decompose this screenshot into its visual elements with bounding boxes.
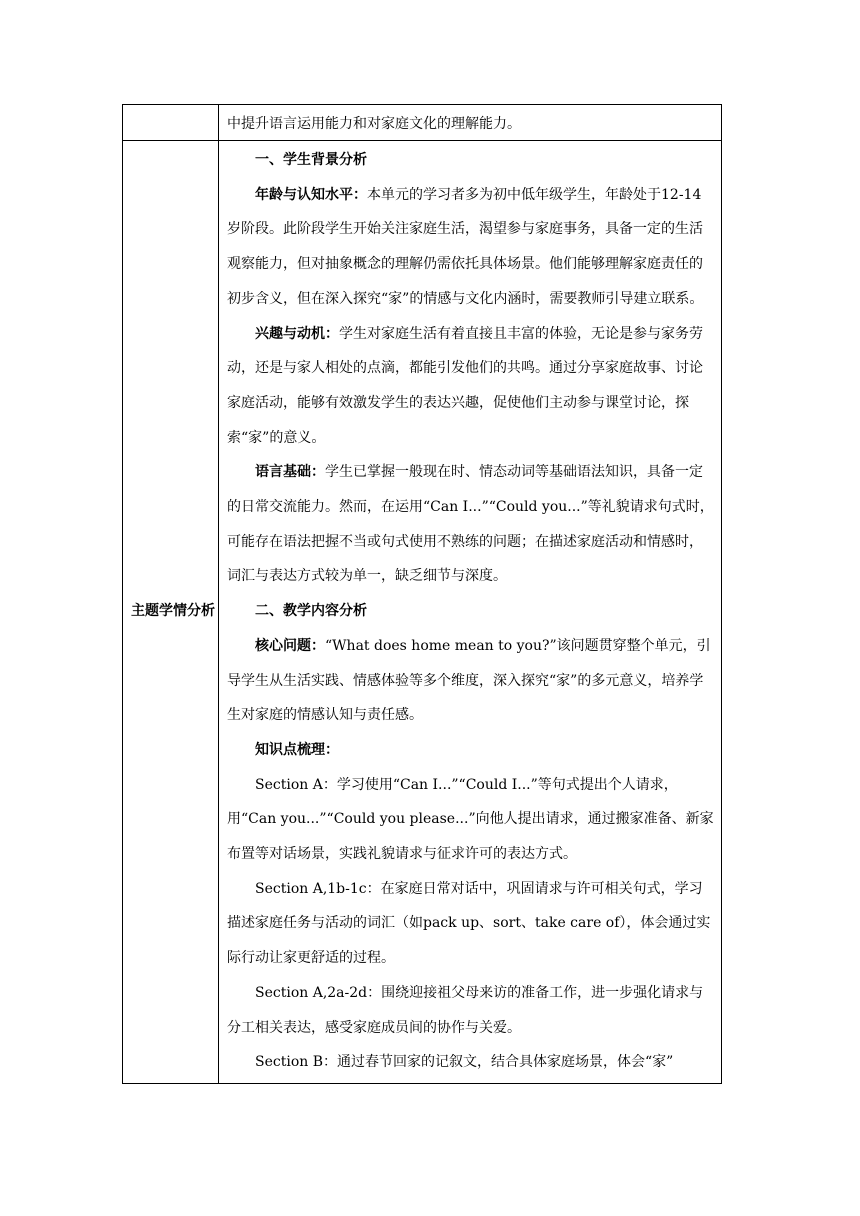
paragraph-text: 本单元的学习者多为初中低年级学生，年龄处于12-14岁阶段。此阶段学生开始关注家庭生活，渴望参与家庭事务，具备一定的生活观察能力，但对抽象概念的理解仍需依托具体场景。他们能够理解家庭责任的初步含义，但在深入探究“家”的情感与文化内涵时，需要教师引导建立联系。 [227,186,704,307]
paragraph-interest-motivation [227,317,715,456]
paragraph-age-cognition [227,178,715,317]
paragraph-section-a-2a-2d: Section A,2a-2d：围绕迎接祖父母来访的准备工作，进一步强化请求与分工相关表达，感受家庭成员间的协作与关爱。 [227,984,704,1036]
row1-text: 中提升语言运用能力和对家庭文化的理解能力。 [227,116,521,132]
paragraph-text: 学生已掌握一般现在时、情态动词等基础语法知识，具备一定的日常交流能力。然而，在运用“Can I...”“Could you...”等礼貌请求句式时，可能存在语法把握不当或句式使用不熟练的问题；在描述家庭活动和情感时，词汇与表达方式较为单一，缺乏细节与深度。 [227,464,714,585]
paragraph-section-a: Section A：学习使用“Can I...”“Could I...”等句式提出个人请求，用“Can you...”“Could you please...”向他人提出请求，通过搬家准备、新家布置等对话场景，实践礼貌请求与征求许可的表达方式。 [227,776,714,863]
paragraph-label: 语言基础： [255,464,325,481]
paragraph-label: 年龄与认知水平： [255,186,367,203]
paragraph-text: “What does home mean to you?”该问题贯穿整个单元，引导学生从生活实践、情感体验等多个维度，深入探究“家”的多元意义，培养学生对家庭的情感认知与责任感。 [227,637,711,724]
paragraph-core-question [227,629,715,733]
paragraph-section-b: Section B：通过春节回家的记叙文，结合具体家庭场景，体会“家” [255,1054,674,1071]
paragraph-label: 核心问题： [255,637,325,654]
section-heading-1: 一、学生背景分析 [255,152,367,168]
paragraph-knowledge-points [227,733,715,768]
analysis-table [122,104,722,1084]
row2-label-cell: 主题学情分析 [131,603,215,619]
paragraph-text: 学生对家庭生活有着直接且丰富的体验，无论是参与家务劳动，还是与家人相处的点滴，都能引发他们的共鸣。通过分享家庭故事、讨论家庭活动，能够有效激发学生的表达兴趣，促使他们主动参与课堂讨论，探索“家”的意义。 [227,325,703,446]
row1-content-cell [227,107,715,142]
paragraph-section-a-1b-1c: Section A,1b-1c：在家庭日常对话中，巩固请求与许可相关句式，学习描述家庭任务与活动的词汇（如pack up、sort、take care of），体会通过实际行动让家更舒适的过程。 [227,880,711,967]
paragraph-language-basis [227,455,715,594]
section-heading-2: 二、教学内容分析 [255,603,367,620]
row2-content-cell [227,143,715,1080]
paragraph-label: 兴趣与动机： [255,325,339,342]
column-divider [218,105,219,1083]
paragraph-label: 知识点梳理： [255,741,339,758]
